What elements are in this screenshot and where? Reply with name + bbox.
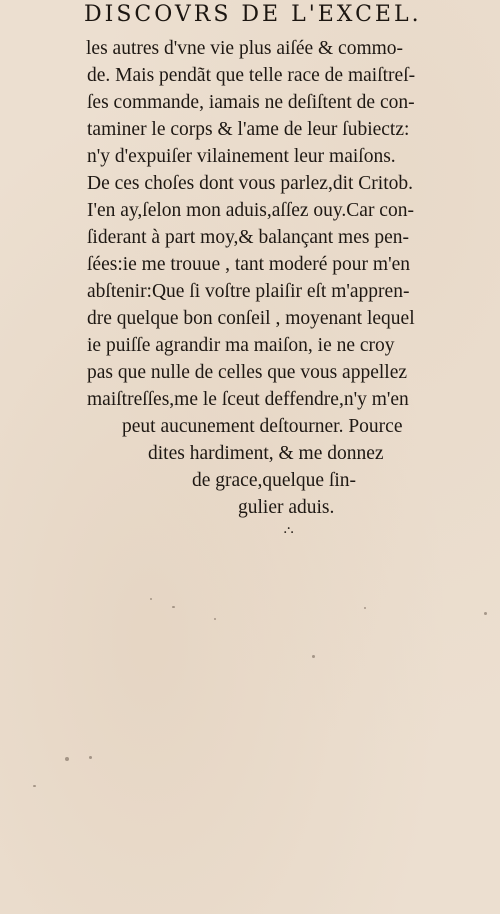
text-line: gulier aduis. [238,497,335,518]
paper-speck [89,756,92,759]
text-line: I'en ay,ſelon mon aduis,aſſez ouy.Car con- [87,200,414,221]
paper-speck [484,612,487,615]
text-line: ſes commande, iamais ne deſiſtent de con- [87,92,415,113]
text-line: abſtenir:Que ſi voſtre plaiſir eſt m'appren- [87,281,410,302]
text-line: de. Mais pendãt que telle race de maiſtreſ- [87,65,416,86]
text-line: ſées:ie me trouue , tant moderé pour m'en [87,254,410,275]
text-line: dre quelque bon conſeil , moyenant lequel [87,308,415,329]
text-line: pas que nulle de celles que vous appellez [87,362,408,383]
text-line: dites hardiment, & me donnez [148,443,384,464]
text-line: les autres d'vne vie plus aiſée & commo- [86,38,404,59]
paper-speck [312,655,315,658]
running-head: DISCOVRS DE L'EXCEL. [84,2,422,27]
paper-speck [214,618,216,620]
text-line: peut aucunement deſtourner. Pource [122,416,403,437]
paper-speck [172,606,175,608]
paper-speck [364,607,366,609]
text-line: maiſtreſſes,me le ſceut deffendre,n'y m'en [87,389,409,410]
text-line: de grace,quelque ſin- [192,470,357,491]
paper-speck [65,757,69,761]
paper-speck [33,785,36,787]
paper-speck [150,598,152,600]
text-line: taminer le corps & l'ame de leur ſubiectz: [87,119,410,140]
text-line: ie puiſſe agrandir ma maiſon, ie ne croy [87,335,395,356]
end-ornament: .·. [283,521,294,537]
text-line: n'y d'expuiſer vilainement leur maiſons. [87,146,396,167]
text-line: ſiderant à part moy,& balançant mes pen- [87,227,409,248]
text-line: De ces choſes dont vous parlez,dit Critob. [87,173,414,194]
